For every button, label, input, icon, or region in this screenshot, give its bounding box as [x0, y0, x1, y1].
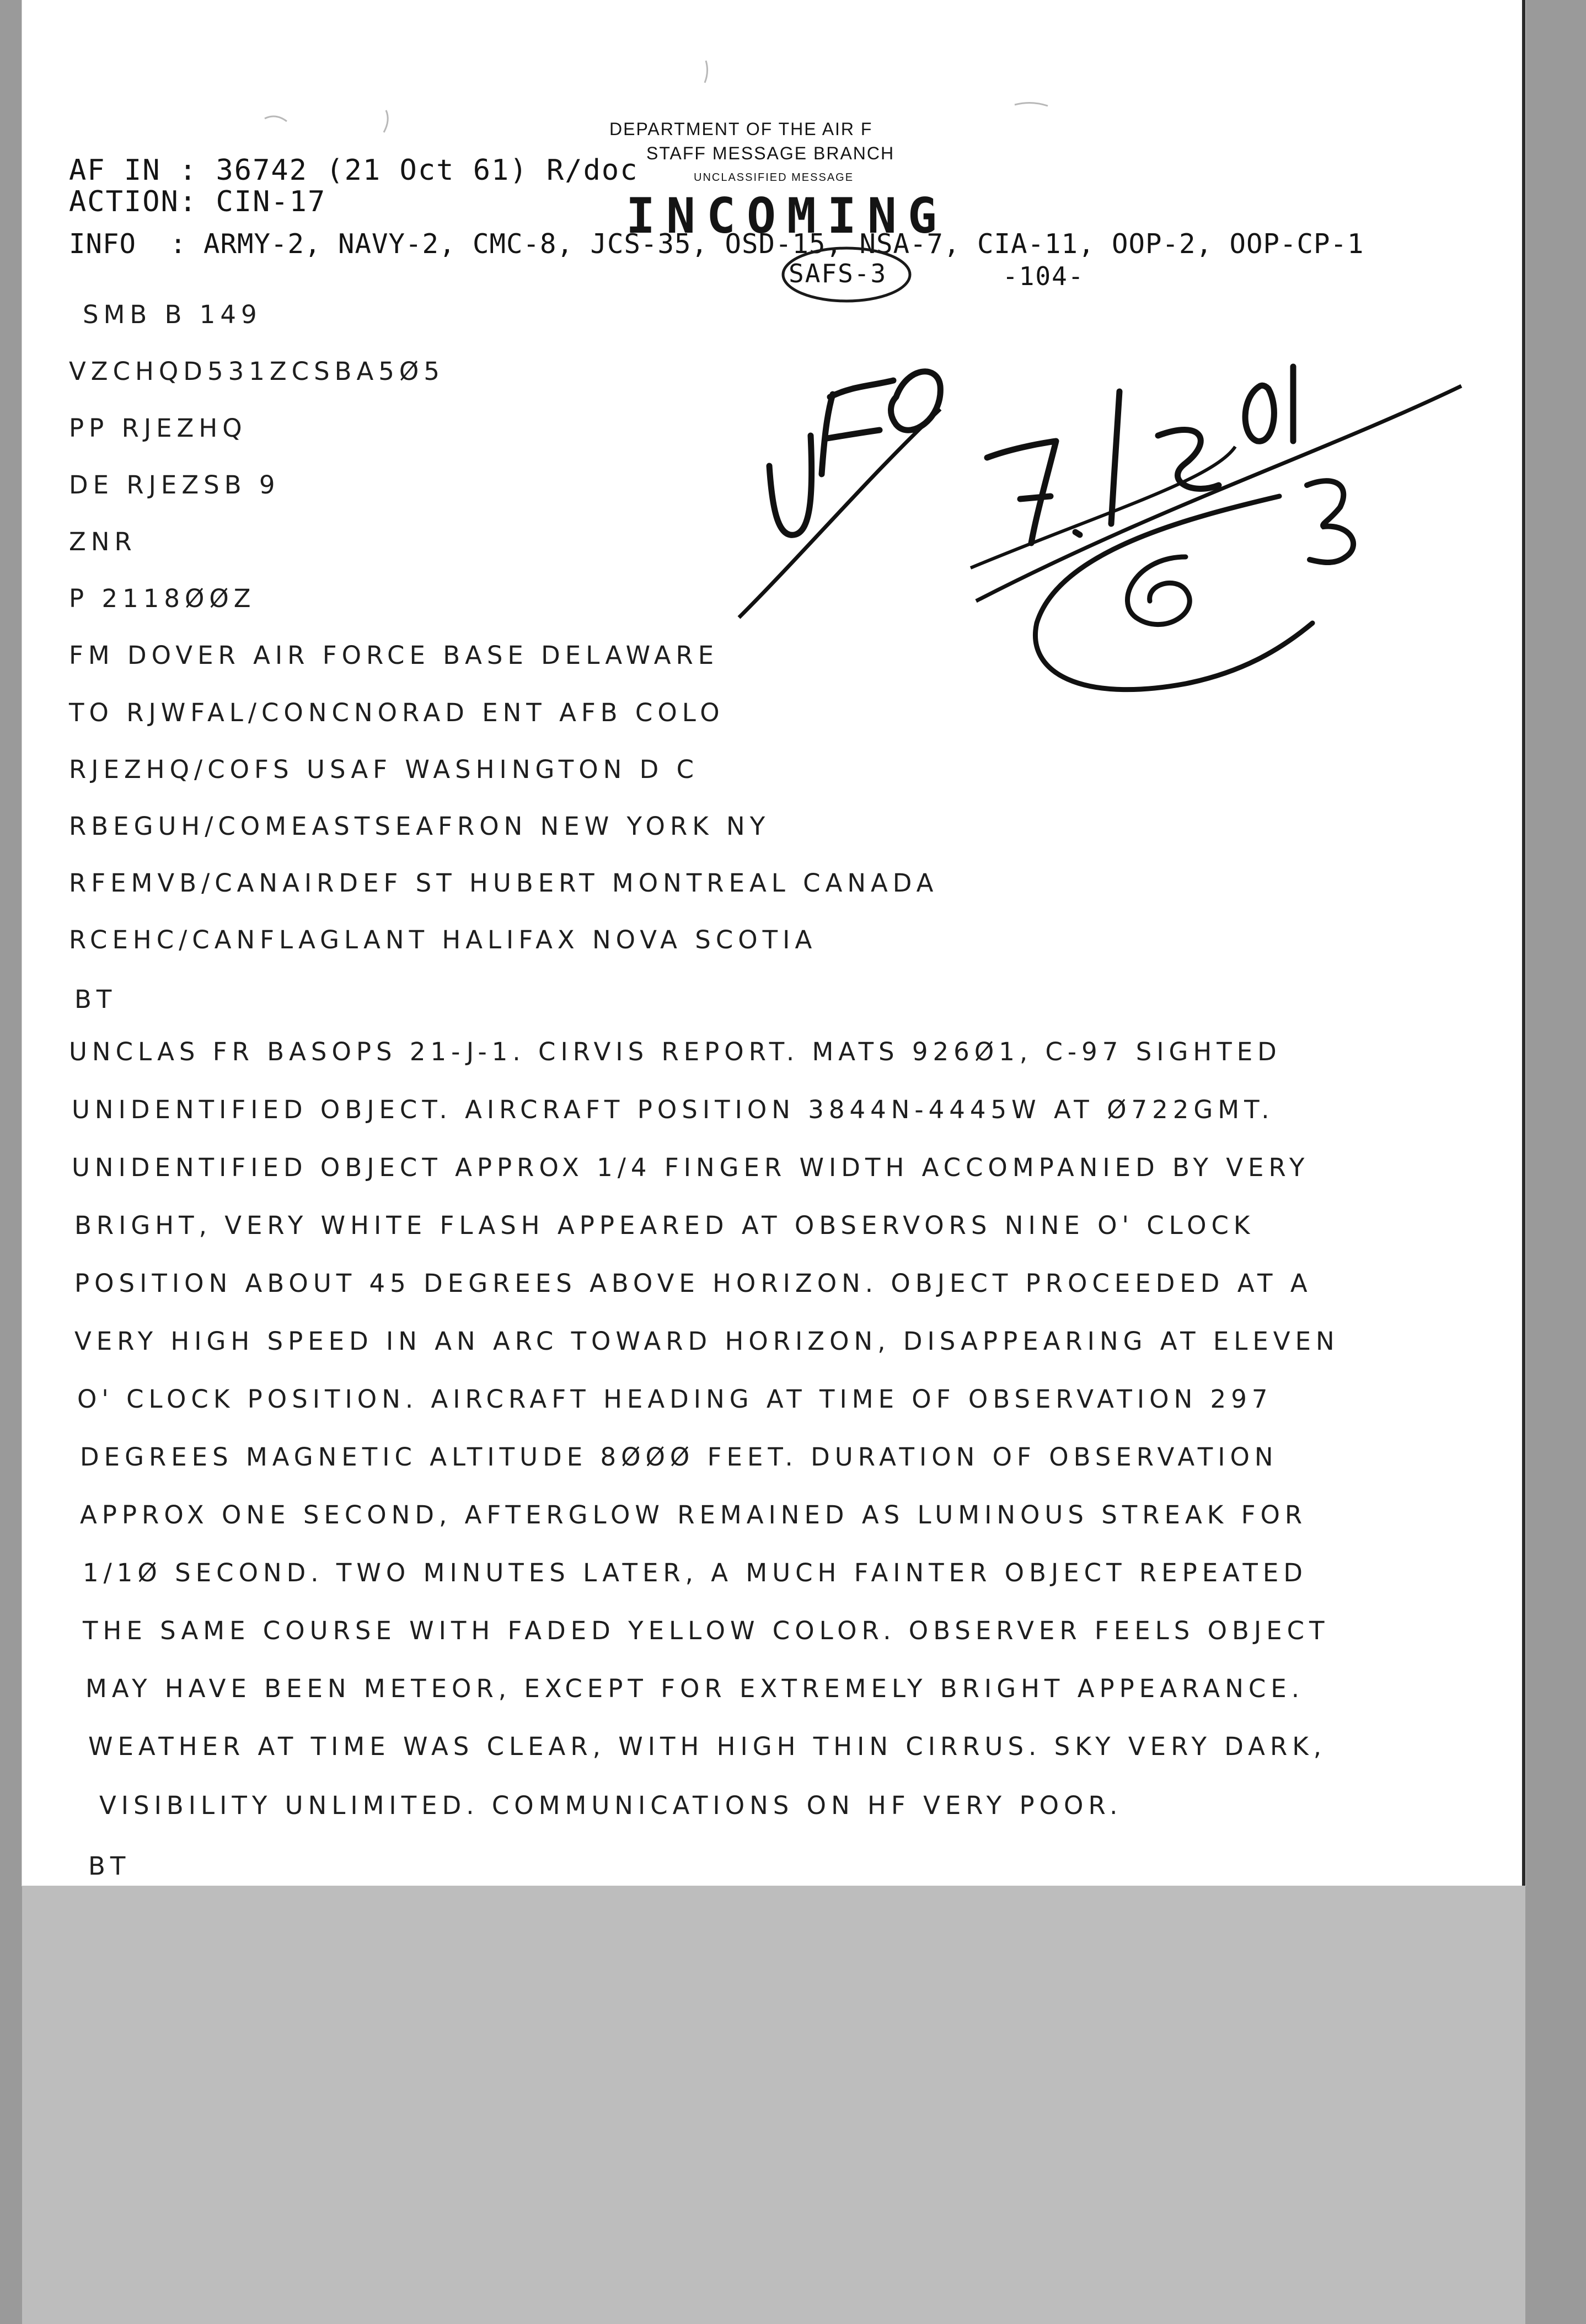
message-line: UNCLAS FR BASOPS 21-J-1. CIRVIS REPORT. MATS 926Ø1, C-97 SIGHTED — [69, 1037, 1282, 1066]
routing-line: RJEZHQ/COFS USAF WASHINGTON D C — [69, 755, 699, 784]
message-line: BRIGHT, VERY WHITE FLASH APPEARED AT OBSERVORS NINE O' CLOCK — [74, 1211, 1255, 1240]
routing-line: BT — [74, 985, 117, 1014]
digit-3-handwriting — [1307, 481, 1353, 562]
message-line: DEGREES MAGNETIC ALTITUDE 8ØØØ FEET. DURATION OF OBSERVATION — [80, 1442, 1278, 1472]
routing-line: DE RJEZSB 9 — [69, 470, 280, 500]
message-line: WEATHER AT TIME WAS CLEAR, WITH HIGH THIN CIRRUS. SKY VERY DARK, — [88, 1732, 1327, 1761]
staff-message-branch: STAFF MESSAGE BRANCH — [646, 143, 895, 163]
closing-bt: BT — [88, 1851, 131, 1881]
message-line: VERY HIGH SPEED IN AN ARC TOWARD HORIZON, DISAPPEARING AT ELEVEN — [74, 1327, 1339, 1356]
message-line: POSITION ABOUT 45 DEGREES ABOVE HORIZON. OBJECT PROCEEDED AT A — [74, 1269, 1312, 1298]
unclassified-label: UNCLASSIFIED MESSAGE — [694, 171, 854, 184]
message-line: O' CLOCK POSITION. AIRCRAFT HEADING AT TIME OF OBSERVATION 297 — [77, 1384, 1273, 1414]
routing-line: FM DOVER AIR FORCE BASE DELAWARE — [69, 641, 719, 670]
reference-handwriting — [987, 367, 1293, 543]
message-line: MAY HAVE BEEN METEOR, EXCEPT FOR EXTREMELY BRIGHT APPEARANCE. — [85, 1674, 1305, 1703]
strike-line — [971, 447, 1235, 568]
routing-line: PP RJEZHQ — [69, 414, 247, 443]
safs-routing: SAFS-3 — [789, 259, 887, 288]
scan-specks — [265, 61, 1048, 132]
message-line: APPROX ONE SECOND, AFTERGLOW REMAINED AS LUMINOUS STREAK FOR — [80, 1500, 1308, 1529]
routing-line: SMB B 149 — [83, 300, 262, 329]
action-line: ACTION: CIN-17 — [69, 185, 326, 218]
message-line: 1/1Ø SECOND. TWO MINUTES LATER, A MUCH FAINTER OBJECT REPEATED — [83, 1558, 1308, 1587]
routing-line: VZCHQD531ZCSBA5Ø5 — [69, 357, 444, 386]
message-line: THE SAME COURSE WITH FADED YELLOW COLOR. OBSERVER FEELS OBJECT — [83, 1616, 1330, 1645]
department-heading: DEPARTMENT OF THE AIR F — [609, 119, 873, 139]
routing-line: TO RJWFAL/CONCNORAD ENT AFB COLO — [69, 698, 725, 727]
incoming-stamp: INCOMING — [626, 187, 948, 244]
safs-circle — [783, 248, 910, 301]
routing-line: RBEGUH/COMEASTSEAFRON NEW YORK NY — [69, 812, 770, 841]
page-count: -104- — [1003, 261, 1085, 291]
ufo-underline — [739, 409, 940, 618]
ufo-handwriting — [769, 372, 940, 535]
af-in-line: AF IN : 36742 (21 Oct 61) R/doc — [69, 154, 639, 187]
info-line: INFO : ARMY-2, NAVY-2, CMC-8, JCS-35, OSD-15, NSA-7, CIA-11, OOP-2, OOP-CP-1 — [69, 228, 1364, 260]
routing-line: P 2118ØØZ — [69, 584, 256, 613]
message-line: UNIDENTIFIED OBJECT. AIRCRAFT POSITION 3844N-4445W AT Ø722GMT. — [72, 1095, 1274, 1124]
routing-line: RFEMVB/CANAIRDEF ST HUBERT MONTREAL CANADA — [69, 868, 939, 898]
message-line: UNIDENTIFIED OBJECT APPROX 1/4 FINGER WIDTH ACCOMPANIED BY VERY — [72, 1153, 1310, 1182]
routing-line: ZNR — [69, 527, 137, 556]
message-line: VISIBILITY UNLIMITED. COMMUNICATIONS ON HF VERY POOR. — [99, 1791, 1123, 1820]
routing-line: RCEHC/CANFLAGLANT HALIFAX NOVA SCOTIA — [69, 925, 817, 954]
